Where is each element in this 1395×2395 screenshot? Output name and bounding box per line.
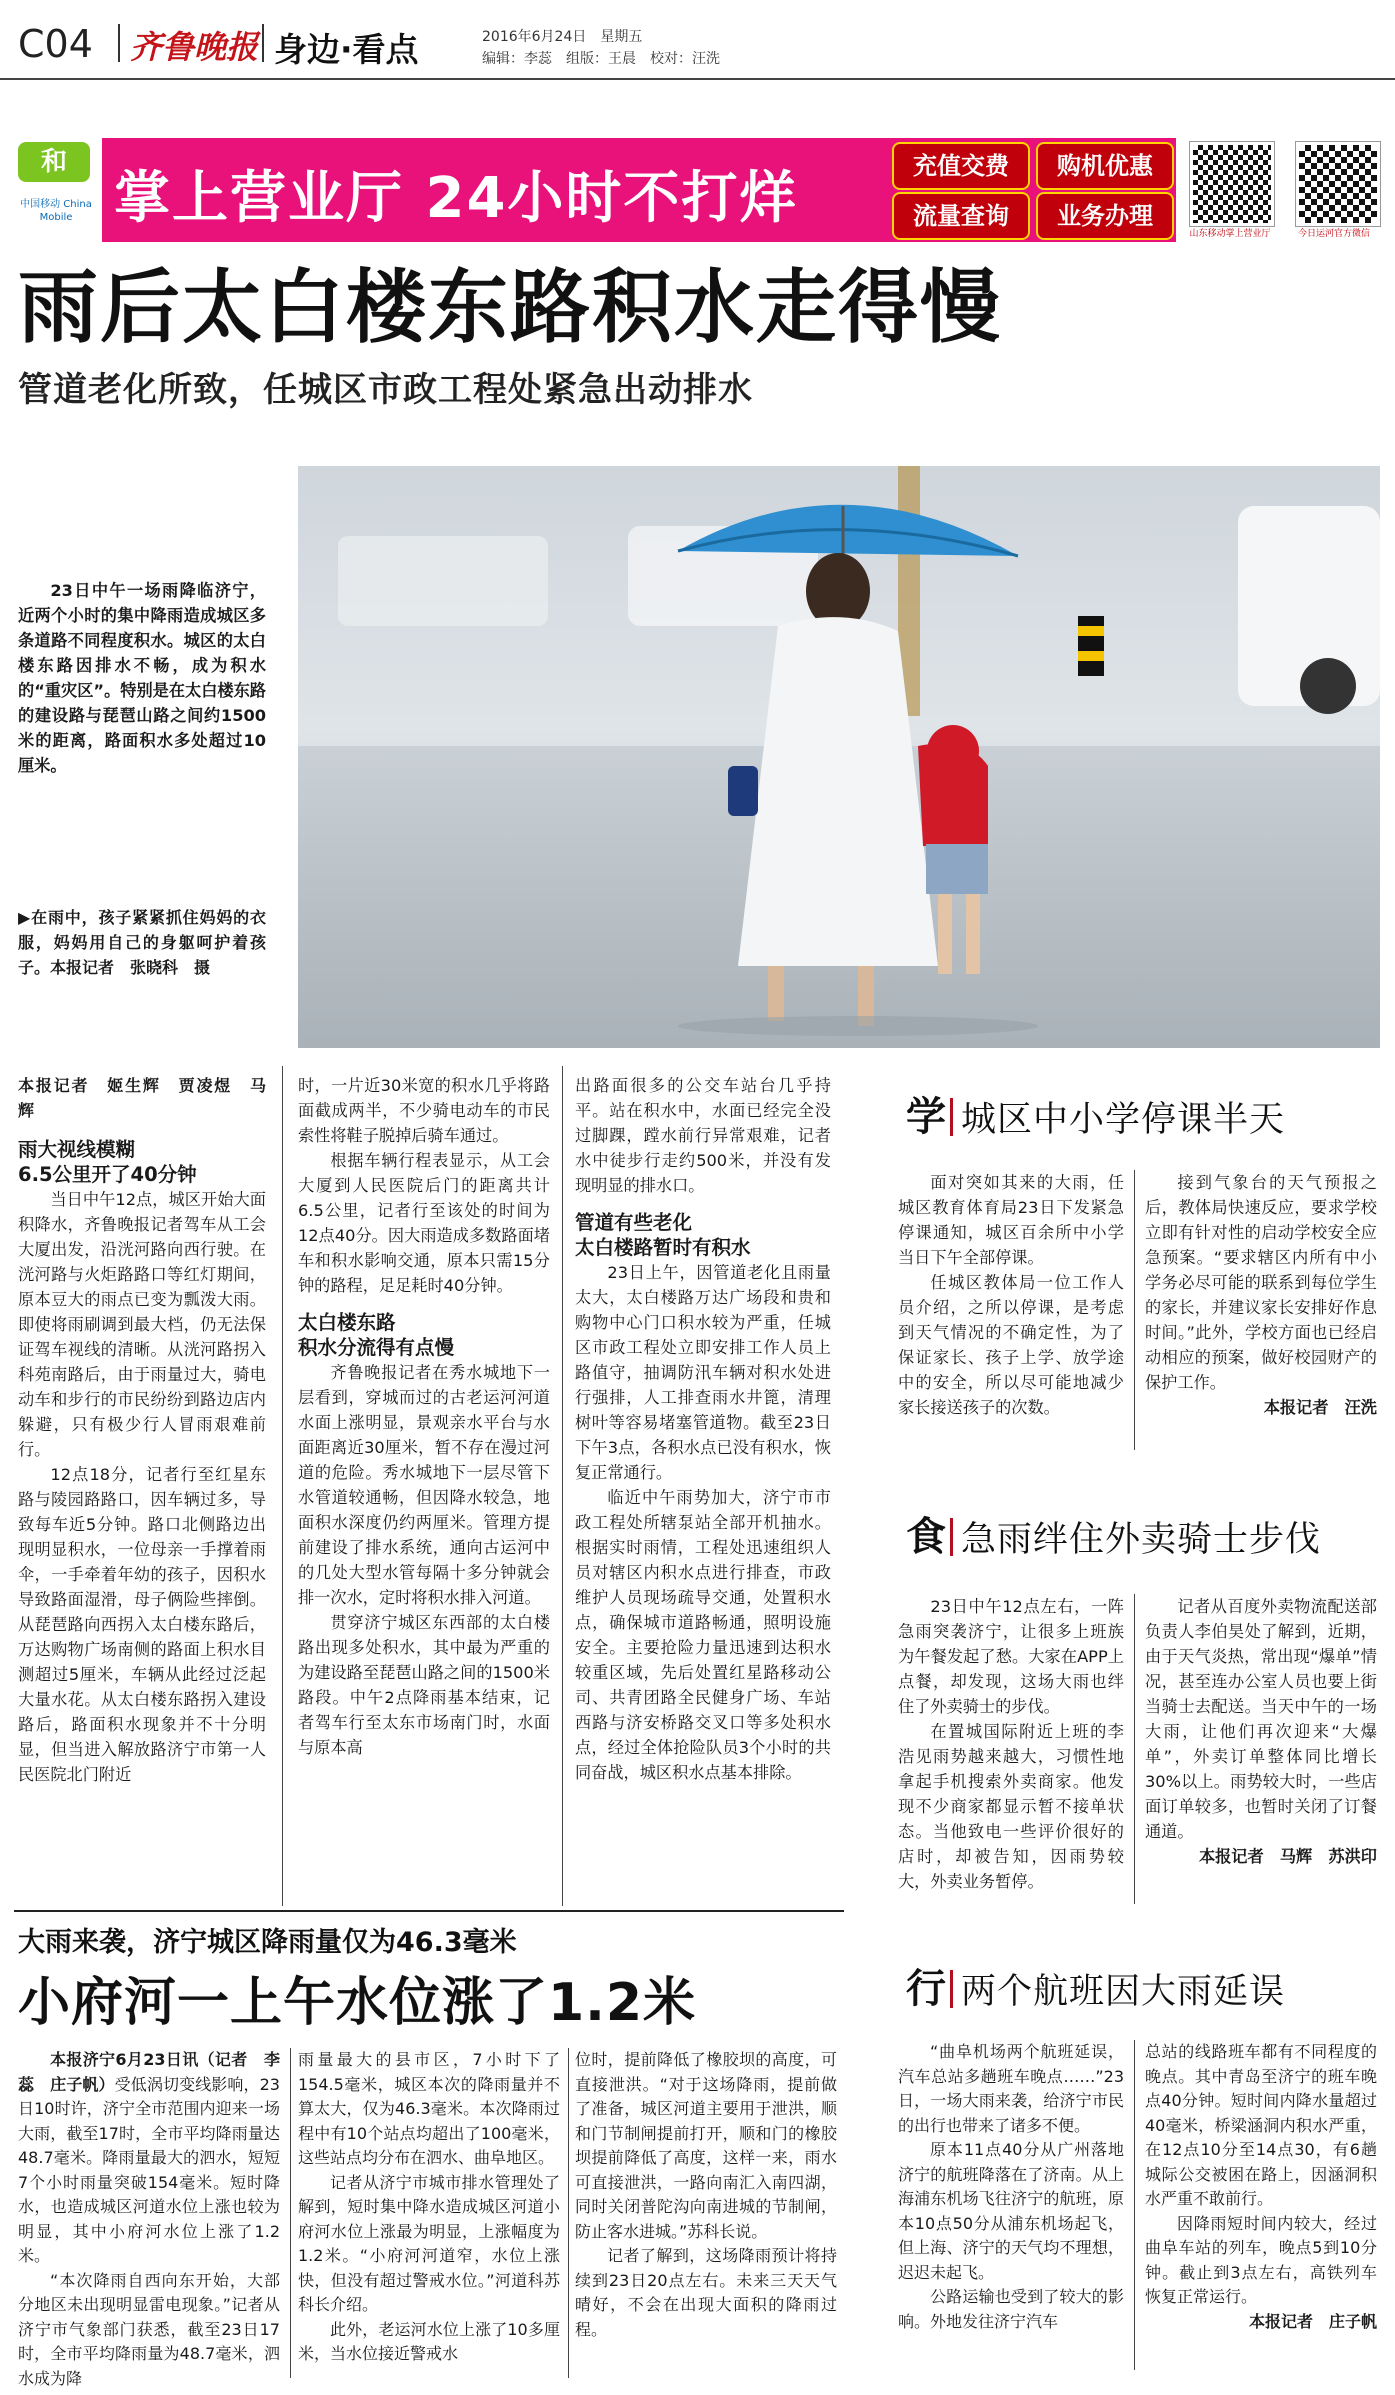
issue-date: 2016年6月24日 星期五 (482, 29, 643, 45)
section-title: 急雨绊住外卖骑士步伐 (961, 1520, 1322, 1560)
article-col-1: 本报记者 姬生辉 贾凌煜 马 辉 雨大视线模糊 6.5公里开了40分钟 当日中午12点，城区开始大面积降水，齐鲁晚报记者驾车从工会大厦出发，沿洸河路向西行驶。在洸河路与火炬路路口等红灯期间，原本豆大的雨点已变为瓢泼大雨。即使将雨刷调到最大档，仍无法保证驾车视线的清晰。从洸河路拐入科苑南路后，由于雨量过大，骑电动车和步行的市民纷纷到路边店内躲避，只有极少行人冒雨艰难前行。 12点18分，记者行至红星东路与陵园路路口，因车辆过多，导致每车近5分钟。路口北侧路边出现明显积水，一位母亲一手撑着雨伞，一手牵着年幼的孩子，因积水导致路面湿滑，母子俩险些摔倒。从琵琶路向西拐入太白楼东路后，万达购物广场南侧的路面上积水目测超过5厘米，车辆从此经过泛起大量水花。从太白楼东路拐入建设路后，路面积水现象并不十分明显，但当进入解放路济宁市第一人民医院北门附近 (18, 1073, 266, 1787)
and-logo-icon: 和 (18, 142, 90, 182)
dateline: 本报济宁6月23日讯（记者 李蕊 庄子帆） (18, 2050, 280, 2094)
masthead (0, 0, 1395, 80)
ad-banner[interactable] (14, 138, 1380, 242)
subhead: 太白楼东路 积水分流得有点慢 (298, 1311, 455, 1359)
ad-btn-recharge[interactable]: 充值交费 (892, 142, 1030, 190)
travel-col-b: 总站的线路班车都有不同程度的晚点。其中青岛至济宁的班车晚点40分钟。短时间内降水量超过40毫米，桥梁涵洞内积水严重，在12点10分至14点30，有6趟城际公交被困在路上，因涵洞积水严重不敢前行。 因降雨短时间内较大，经过曲阜车站的列车，晚点5到10分钟。截止到3点左右，高铁列车恢复正常运行。 本报记者 庄子帆 (1145, 2040, 1377, 2334)
credit: 本报记者 庄子帆 (1248, 2311, 1377, 2331)
section-title: 两个航班因大雨延误 (961, 1972, 1286, 2012)
staff-line: 编辑：李蕊 组版：王晨 校对：汪洗 (482, 51, 720, 67)
story2-col-3: 位时，提前降低了橡胶坝的高度，可直接泄洪。“对于这场降雨，提前做了准备，城区河道主要用于泄洪，顺和门节制闸提前打开，顺和门的橡胶坝提前降低了高度，这样一来，雨水可直接泄洪，一路向南汇入南四湖，同时关闭普陀沟向南进城的节制闸，防止客水进城。”苏科长说。 记者了解到，这场降雨预计将持续到23日20点左右。未来三天天气晴好，不会在出现大面积的降雨过程。 (575, 2050, 837, 2339)
school-col-a: 面对突如其来的大雨，任城区教育体育局23日下发紧急停课通知，城区百余所中小学当日下午全部停课。 任城区教体局一位工作人员介绍，之所以停课，是考虑到天气情况的不确定性，为了保证家长、孩子上学、放学途中的安全，所以尽可能地减少家长接送孩子的次数。 (898, 1173, 1124, 1417)
masthead-rule (0, 78, 1395, 80)
ad-slogan: 掌上营业厅 24小时不打烊 (114, 166, 798, 231)
article-col-3: 出路面很多的公交车站台几乎持平。站在积水中，水面已经完全没过脚踝，蹚水前行异常艰难，记者水中徒步行走约500米，并没有发现明显的排水口。 管道有些老化 太白楼路暂时有积水 23日上午，因管道老化且雨量太大，太白楼路万达广场段和贵和购物中心门口积水较为严重，任城区市政工程处立即安排工作人员上路值守，抽调防汛车辆对积水处进行强排，人工排查雨水井篦，清理树叶等容易堵塞管道物。截至23日下午3点，各积水点已没有积水，恢复正常通行。 临近中午雨势加大，济宁市市政工程处所辖泵站全部开机抽水。根据实时雨情，工程处迅速组织人员对辖区内积水点进行排查，市政维护人员现场疏导交通，处置积水点，确保城市道路畅通，照明设施安全。主要抢险力量迅速到达积水较重区域，先后处置红星路移动公司、共青团路全民健身广场、车站西路与济安桥路交叉口等多处积水点，经过全体抢险队员3个小时的共同奋战，城区积水点基本排除。 (575, 1076, 831, 1782)
credit: 本报记者 马辉 苏洪印 (1198, 1847, 1377, 1866)
section-travel-header (906, 1964, 1285, 2014)
food-col-a: 23日中午12点左右，一阵急雨突袭济宁，让很多上班族为午餐发起了愁。大家在APP上点餐，却发现，这场大雨也绊住了外卖骑士的步伐。 在置城国际附近上班的李浩见雨势越来越大，习惯性地拿起手机搜索外卖商家。他发现不少商家都显示暂不接单状态。当他致电一些评价很好的店时，却被告知，因雨势较大，外卖业务暂停。 (898, 1597, 1124, 1891)
qr-code-icon[interactable] (1296, 142, 1380, 226)
ad-btn-phones[interactable]: 购机优惠 (1036, 142, 1174, 190)
page-number: C04 (18, 22, 93, 66)
travel-col-a: “曲阜机场两个航班延误，汽车总站多趟班车晚点……”23日，一场大雨来袭，给济宁市民的出行也带来了诸多不便。 原本11点40分从广州落地济宁的航班降落在了济南。从上海浦东机场飞往济宁的航班，原本10点50分从浦东机场起飞，但上海、济宁的天气均不理想，迟迟未起飞。 公路运输也受到了较大的影响。外地发往济宁汽车 (898, 2042, 1124, 2331)
food-col-b: 记者从百度外卖物流配送部负责人李伯昊处了解到，近期，由于天气炎热，常出现“爆单”情况，甚至连办公室人员也要上街当骑士去配送。当天中午的一场大雨，让他们再次迎来“大爆单”，外卖订单整体同比增长30%以上。雨势较大时，一些店面订单较多，也暂时关闭了订餐通道。 本报记者 马辉 苏洪印 (1145, 1594, 1377, 1869)
headline-title: 雨后太白楼东路积水走得慢 (18, 261, 1002, 354)
qr-code-icon[interactable] (1190, 142, 1274, 226)
section-icon: 行 (906, 1965, 946, 2012)
section-title: 城区中小学停课半天 (961, 1100, 1286, 1140)
qr-caption: 山东移动掌上营业厅 (1189, 229, 1271, 239)
qr-caption: 今日运河官方微信 (1297, 229, 1370, 239)
section-food-header (906, 1512, 1321, 1562)
china-mobile-logo (14, 140, 98, 240)
rain-photo (298, 466, 1380, 1048)
section-name: 身边·看点 (274, 30, 419, 69)
photo-caption: ▶在雨中，孩子紧紧抓住妈妈的衣服，妈妈用自己的身躯呵护着孩子。本报记者 张晓科 摄 (18, 908, 266, 977)
story2-kicker: 大雨来袭，济宁城区降雨量仅为46.3毫米 (18, 1927, 517, 1958)
section-icon: 学 (906, 1093, 946, 1140)
subhead: 雨大视线模糊 6.5公里开了40分钟 (18, 1138, 197, 1186)
lead-paragraph: 23日中午一场雨降临济宁，近两个小时的集中降雨造成城区多条道路不同程度积水。城区的太白楼东路因排水不畅，成为积水的“重灾区”。特别是在太白楼东路的建设路与琵琶山路之间约1500米的距离，路面积水多处超过10厘米。 (18, 581, 266, 775)
paper-logo: 齐鲁晚报 (130, 28, 259, 66)
section-school-header (906, 1092, 1285, 1142)
ad-btn-data[interactable]: 流量查询 (892, 192, 1030, 240)
section-icon: 食 (906, 1513, 946, 1560)
headline-subtitle: 管道老化所致，任城区市政工程处紧急出动排水 (18, 370, 753, 410)
story2-col-1: 本报济宁6月23日讯（记者 李蕊 庄子帆）受低涡切变线影响，23日10时许，济宁全市范围内迎来一场大雨，截至17时，全市平均降雨量达48.7毫米。降雨量最大的泗水，短短7个小时雨量突破154毫米。短时降水，也造成城区河道水位上涨也较为明显，其中小府河水位上涨了1.2米。 “本次降雨自西向东开始，大部分地区未出现明显雷电现象。”记者从济宁市气象部门获悉，截至23日17时，全市平均降雨量为48.7毫米，泗水成为降 (18, 2050, 280, 2388)
ad-btn-services[interactable]: 业务办理 (1036, 192, 1174, 240)
story2-title: 小府河一上午水位涨了1.2米 (18, 1973, 697, 2033)
subhead: 管道有些老化 太白楼路暂时有积水 (575, 1211, 751, 1259)
china-mobile-text: 中国移动 China Mobile (20, 199, 92, 223)
credit: 本报记者 汪洗 (1263, 1398, 1377, 1417)
byline: 本报记者 姬生辉 贾凌煜 马 辉 (18, 1076, 283, 1120)
article-col-2: 时，一片近30米宽的积水几乎将路面截成两半，不少骑电动车的市民索性将鞋子脱掉后骑车通过。 根据车辆行程表显示，从工会大厦到人民医院后门的距离共计6.5公里，记者行至该处的时间为12点40分。因大雨造成多数路面堵车和积水影响交通，原本只需15分钟的路程，足足耗时40分钟。 太白楼东路 积水分流得有点慢 齐鲁晚报记者在秀水城地下一层看到，穿城而过的古老运河河道水面上涨明显，景观亲水平台与水面距离近30厘米，暂不存在漫过河道的危险。秀水城地下一层尽管下水管道较通畅，但因降水较急，地面积水深度仍约两厘米。管理方提前建设了排水系统，通向古运河中的几处大型水管每隔十多分钟就会排一次水，定时将积水排入河道。 贯穿济宁城区东西部的太白楼路出现多处积水，其中最为严重的为建设路至琵琶山路之间的1500米路段。中午2点降雨基本结束，记者驾车行至太东市场南门时，水面与原本高 (298, 1076, 550, 1757)
photo-illustration (298, 466, 1380, 1048)
story2-col-2: 雨量最大的县市区，7小时下了154.5毫米，城区本次的降雨量并不算太大，仅为46.3毫米。本次降雨过程中有10个站点均超出了100毫米，这些站点均分布在泗水、曲阜地区。 记者从济宁市城市排水管理处了解到，短时集中降水造成城区河道小府河水位上涨最为明显，上涨幅度为1.2米。“小府河河道窄，水位上涨快，但没有超过警戒水位。”河道科苏科长介绍。 此外，老运河水位上涨了10多厘米，当水位接近警戒水 (298, 2050, 560, 2363)
school-col-b: 接到气象台的天气预报之后，教体局快速反应，要求学校立即有针对性的启动学校安全应急预案。“要求辖区内所有中小学务必尽可能的联系到每位学生的家长，并建议家长安排好作息时间。”此外，学校方面也已经启动相应的预案，做好校园财产的保护工作。 本报记者 汪洗 (1145, 1170, 1377, 1420)
